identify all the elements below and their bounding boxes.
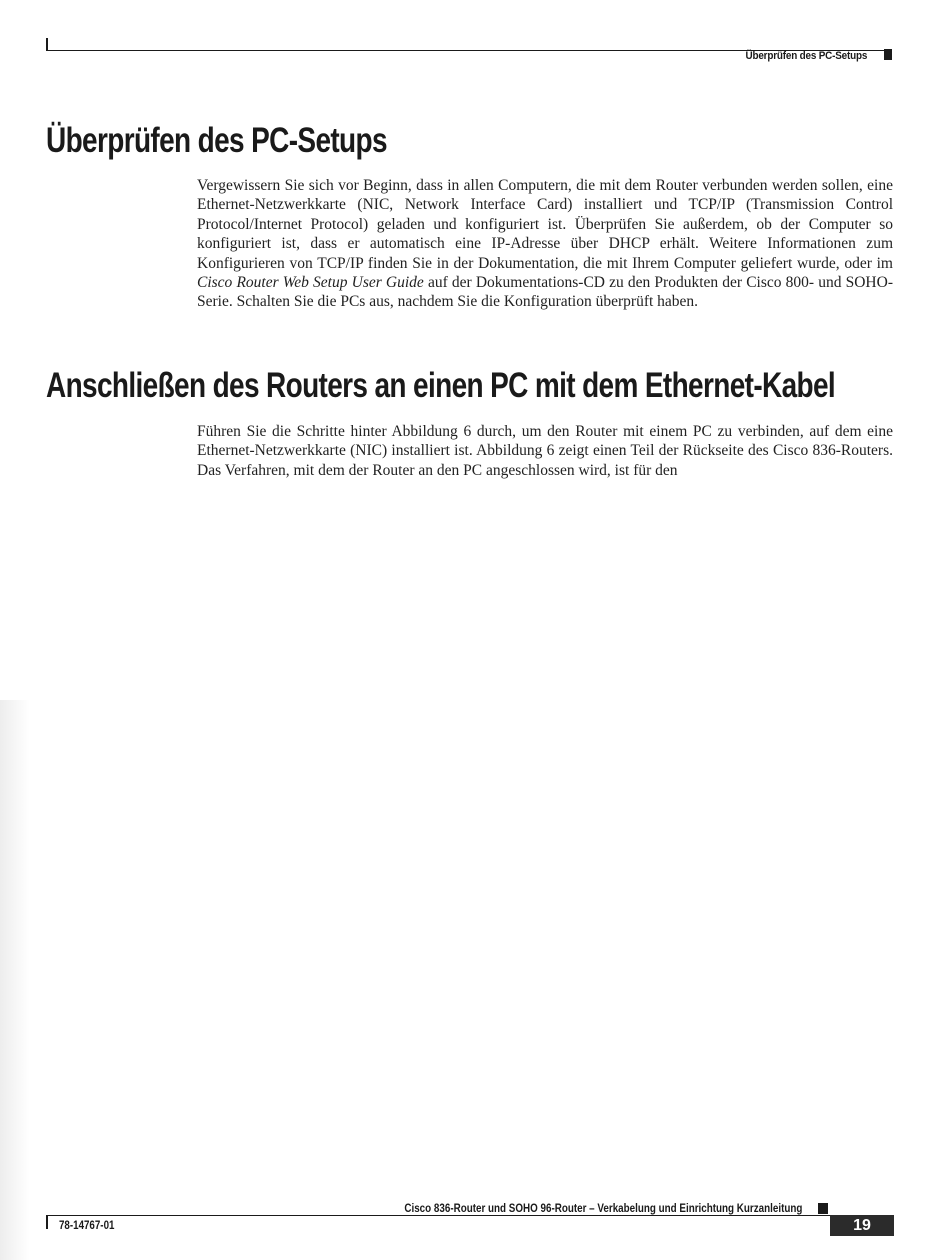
document-number: 78-14767-01	[59, 1220, 115, 1232]
footer-left-tick	[46, 1215, 48, 1229]
section-heading-pc-setup: Überprüfen des PC-Setups	[46, 121, 387, 160]
page-number-badge: 19	[830, 1215, 894, 1236]
footer-marker-block	[818, 1203, 828, 1214]
running-header-title: Überprüfen des PC-Setups	[745, 50, 867, 62]
header-marker-block	[884, 49, 892, 60]
footer-rule	[46, 1215, 830, 1216]
section-paragraph-pc-setup	[197, 176, 893, 312]
footer-book-title: Cisco 836-Router und SOHO 96-Router – Verkabelung und Einrichtung Kurzanleitung	[403, 1201, 802, 1215]
paragraph-text-start: Vergewissern Sie sich vor Beginn, dass in allen Computern, die mit dem Router verbunden werden sollen, eine Ethernet-Netzwerkkarte (NIC, Network Interface Card) installiert und TCP/IP (Transmission Control Protocol/Internet Protocol) geladen und konfiguriert ist. Überprüfen Sie außerdem, ob der Computer so konfiguriert ist, dass er automatisch eine IP-Adresse über DHCP erhält. Weitere Informationen zum Konfigurieren von TCP/IP finden Sie in der Dokumentation, die mit Ihrem Computer geliefert wurde, oder im	[197, 177, 893, 272]
guide-title-reference: Cisco Router Web Setup User Guide	[197, 274, 424, 292]
section-heading-connect-router: Anschließen des Routers an einen PC mit dem Ethernet-Kabel	[46, 366, 836, 405]
scan-shadow	[0, 700, 30, 1260]
paragraph-text-end: auf der Dokumentations-CD zu den Produkten der Cisco 800- und SOHO-Serie. Schalten Sie die PCs aus, nachdem Sie die Konfiguration überprüft haben.	[197, 274, 893, 311]
section-paragraph-connect-router: Führen Sie die Schritte hinter Abbildung 6 durch, um den Router mit einem PC zu verbinden, auf dem eine Ethernet-Netzwerkkarte (NIC) installiert ist. Abbildung 6 zeigt einen Teil der Rückseite des Cisco 836-Routers. Das Verfahren, mit dem der Router an den PC angeschlossen wird, ist für den	[197, 423, 893, 479]
